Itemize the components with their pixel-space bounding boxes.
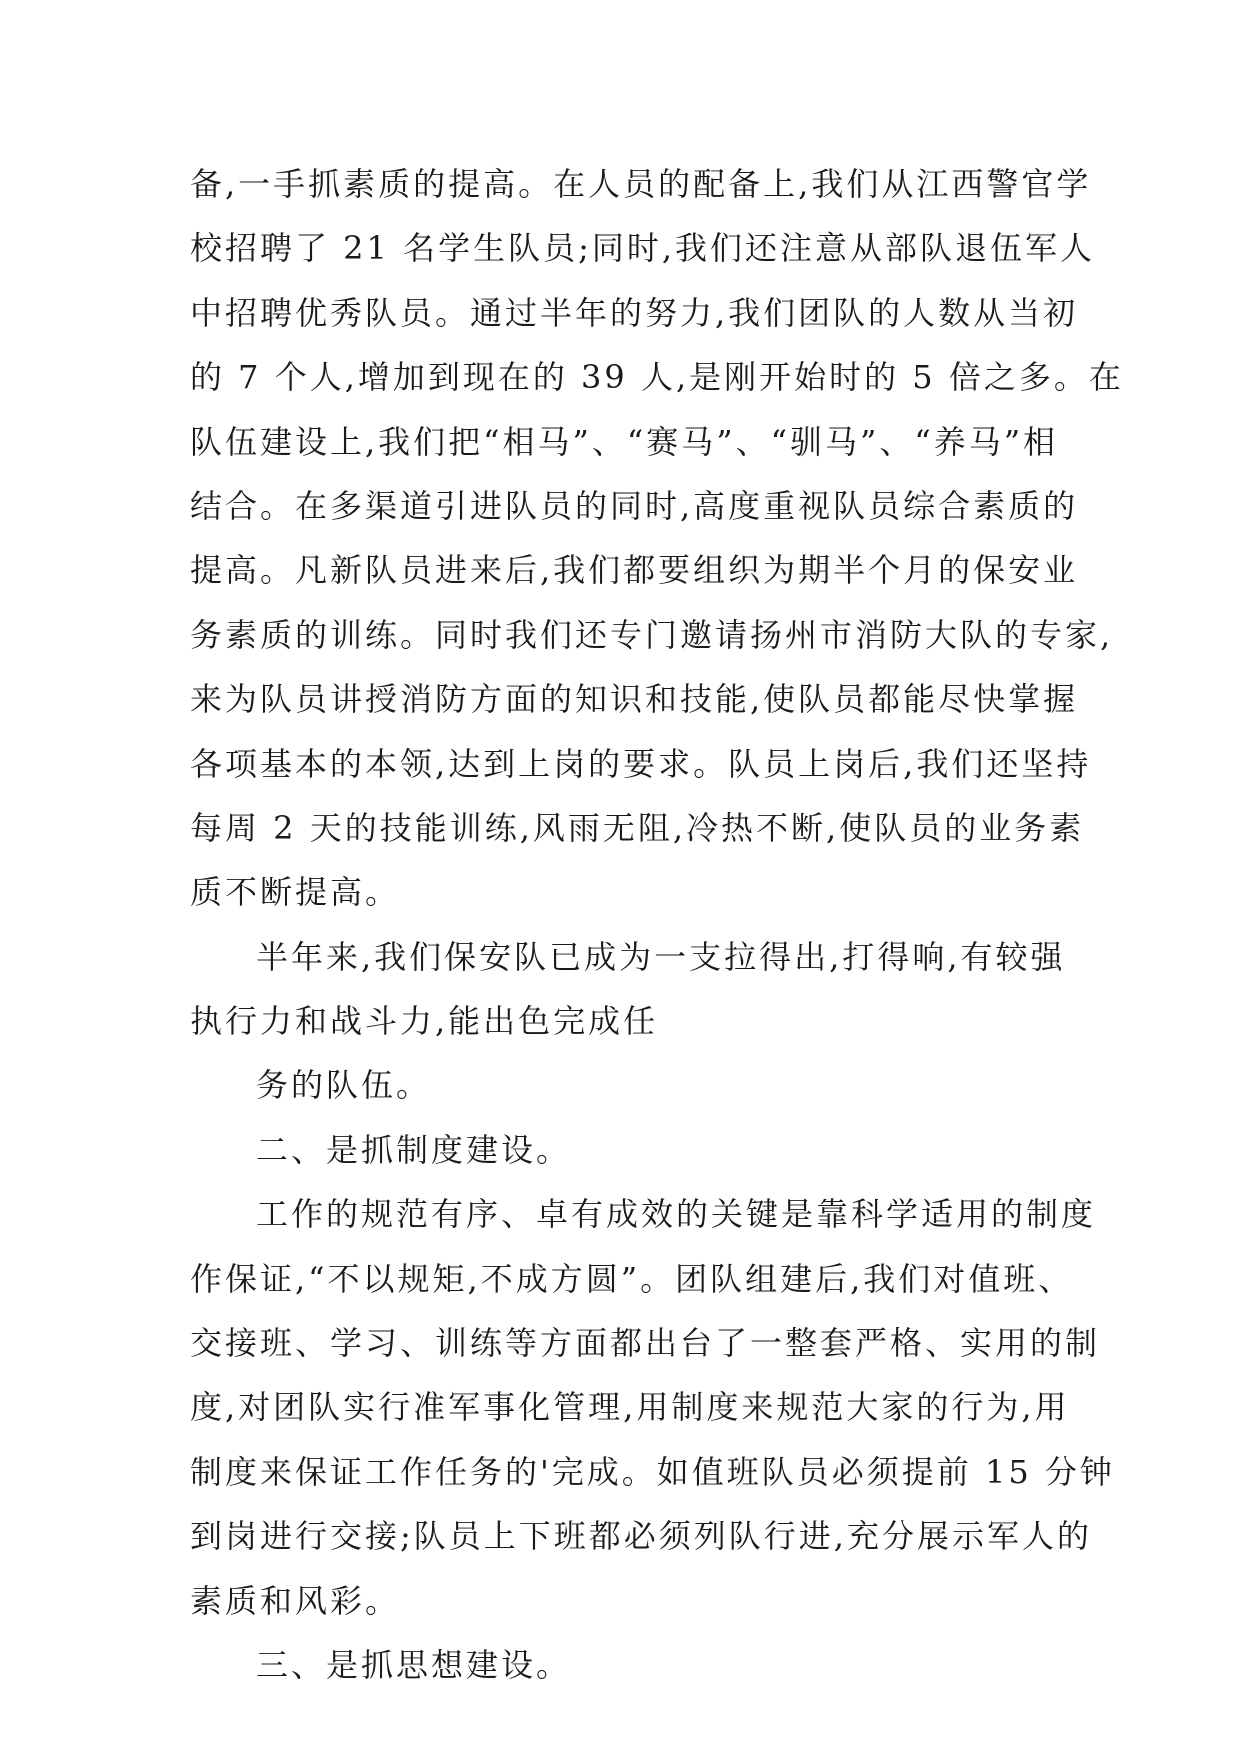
text-line: 制度来保证工作任务的'完成。如值班队员必须提前 15 分钟 (190, 1452, 1115, 1491)
text-line: 度,对团队实行准军事化管理,用制度来规范大家的行为,用 (190, 1388, 1070, 1427)
paragraph-start-line: 半年来,我们保安队已成为一支拉得出,打得响,有较强 (256, 937, 1066, 976)
text-line: 作保证,“不以规矩,不成方圆”。团队组建后,我们对值班、 (190, 1259, 1074, 1298)
text-line: 质不断提高。 (190, 873, 401, 912)
text-line: 结合。在多渠道引进队员的同时,高度重视队员综合素质的 (190, 486, 1079, 525)
text-line: 每周 2 天的技能训练,风雨无阻,冷热不断,使队员的业务素 (190, 808, 1085, 847)
text-line: 备,一手抓素质的提高。在人员的配备上,我们从江西警官学 (190, 165, 1092, 203)
text-line: 中招聘优秀队员。通过半年的努力,我们团队的人数从当初 (190, 293, 1079, 332)
text-line: 务素质的训练。同时我们还专门邀请扬州市消防大队的专家, (190, 615, 1114, 654)
text-line: 来为队员讲授消防方面的知识和技能,使队员都能尽快掌握 (190, 680, 1079, 719)
text-line: 的 7 个人,增加到现在的 39 人,是刚开始时的 5 倍之多。在 (190, 358, 1124, 397)
text-line: 执行力和战斗力,能出色完成任 (190, 1002, 659, 1041)
document-body (190, 152, 1124, 1697)
section-heading: 二、是抓制度建设。 (256, 1130, 572, 1169)
text-line: 提高。凡新队员进来后,我们都要组织为期半个月的保安业 (190, 551, 1079, 590)
text-line: 素质和风彩。 (190, 1581, 401, 1620)
section-heading: 三、是抓思想建设。 (256, 1645, 572, 1684)
text-line: 到岗进行交接;队员上下班都必须列队行进,充分展示军人的 (190, 1517, 1092, 1556)
text-line: 各项基本的本领,达到上岗的要求。队员上岗后,我们还坚持 (190, 744, 1092, 783)
paragraph-start-line: 工作的规范有序、卓有成效的关键是靠科学适用的制度 (256, 1195, 1097, 1234)
text-line: 校招聘了 21 名学生队员;同时,我们还注意从部队退伍军人 (190, 229, 1096, 268)
text-line: 交接班、学习、训练等方面都出台了一整套严格、实用的制 (190, 1324, 1101, 1363)
text-line: 务的队伍。 (256, 1066, 432, 1105)
text-line: 队伍建设上,我们把“相马”、“赛马”、“驯马”、“养马”相 (190, 422, 1059, 461)
